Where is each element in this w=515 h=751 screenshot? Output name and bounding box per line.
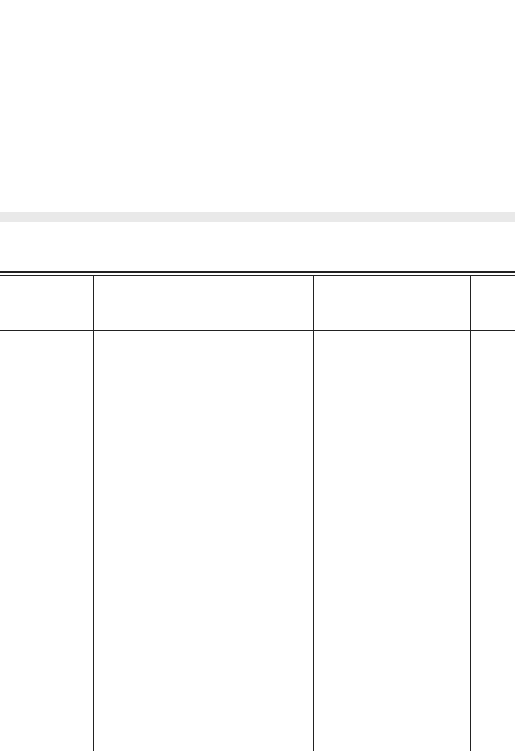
header-rule-top [0, 271, 515, 273]
page-gap [0, 212, 515, 222]
col-rule-3 [470, 275, 471, 751]
header-rule-top-thin [0, 275, 515, 276]
col-rule-1 [93, 275, 94, 751]
col-rule-2 [313, 275, 314, 751]
header-rule-bottom [0, 330, 515, 331]
